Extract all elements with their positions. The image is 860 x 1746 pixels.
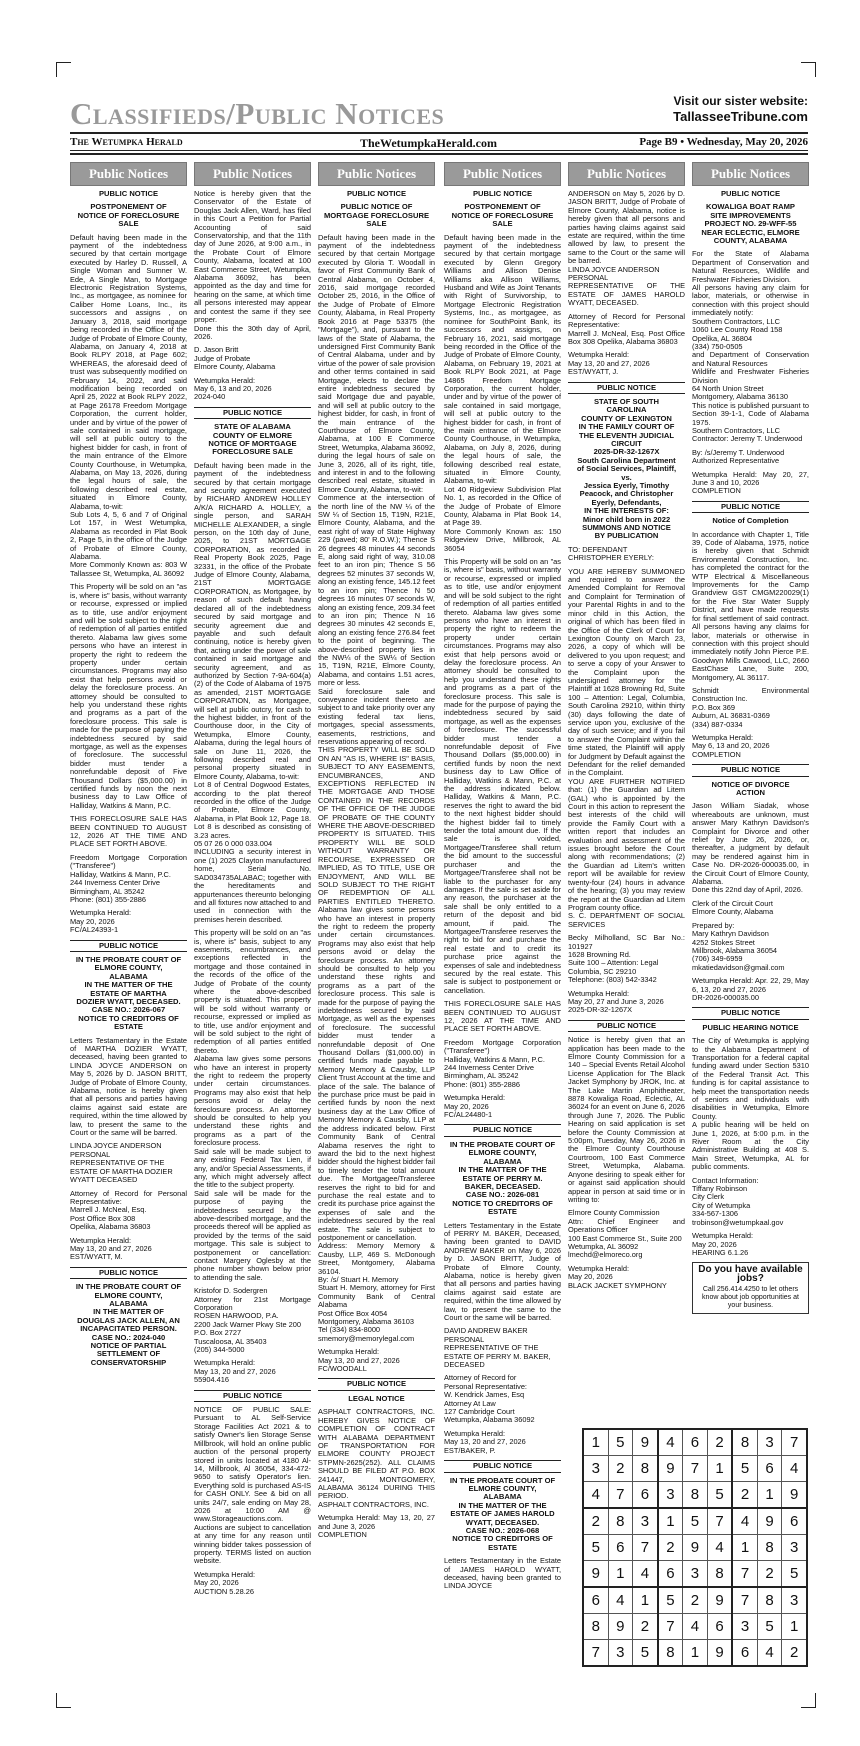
sudoku-cell: 5	[732, 1456, 757, 1482]
notice-divider: PUBLIC NOTICE	[692, 501, 809, 513]
sudoku-cell: 7	[658, 1614, 683, 1640]
folio-line	[70, 136, 808, 150]
notice-paragraph: Letters Testamentary in the Estate of MARTHA DOZIER WYATT, deceased, having been granted to LINDA JOYCE ANDERSON on May 5, 2026 by D. JASON BRITT, Judge of Probate of Elmore County, Alabama, notice is hereby given that all persons and parties having claims against said estate are required, within the time allowed by law, to present the same to the Court or the same will be barred.	[70, 1035, 187, 1138]
notice-paragraph: Wetumpka Herald: May 13, 20 and 27, 2026 FC/WOODALL	[318, 1347, 400, 1374]
sudoku-cell: 9	[633, 1429, 658, 1456]
sudoku-cell: 9	[608, 1614, 633, 1640]
notice-paragraph: Prepared by: Mary Kathryn Davidson 4252 Stokes Street Millbrook, Alabama 36054 (706) 349-6959 mkatiedavidson@gmail.com	[692, 920, 785, 972]
sudoku-cell: 5	[757, 1614, 782, 1640]
sudoku-cell: 1	[707, 1456, 732, 1482]
column-header: Public Notices	[692, 162, 809, 186]
sudoku-cell: 8	[658, 1640, 683, 1667]
sudoku-cell: 2	[608, 1456, 633, 1482]
notice-title: Notice of Completion	[712, 516, 789, 526]
folio-rule-thick	[70, 153, 808, 155]
sudoku-cell: 3	[782, 1535, 807, 1561]
sudoku-cell: 8	[707, 1561, 732, 1588]
jobs-ad-question: Do you have available jobs?	[698, 1264, 803, 1284]
sudoku-cell: 7	[732, 1587, 757, 1614]
notice-paragraph: Notice is hereby given that the Conservator of the Estate of Douglas Jack Allen, Ward, has filed in this Court a Petition for Partial Accounting of said Conservatorship, and that the 11th day of June 2026, at 9:00 a.m., in the Probate Court of Elmore County, Alabama, located at 100 East Commerce Street, Wetumpka, Alabama 36092, has been appointed as the day and time for hearing on the same, at which time all persons interested may appear and contest the same if they see proper. Done this the 30th day of April, 2026.	[194, 189, 311, 341]
notice-paragraph: Elmore County Commission Attn: Chief Engineer and Operations Officer 100 East Commerce St., Suite 200 Wetumpka, AL 36092 lmechd@elmoreco.org	[568, 1208, 685, 1260]
sudoku-cell: 9	[583, 1561, 608, 1588]
sudoku-grid	[582, 1428, 808, 1667]
notice-divider: PUBLIC NOTICE	[444, 1124, 561, 1136]
sudoku-cell: 4	[608, 1587, 633, 1614]
masthead	[70, 94, 808, 132]
sudoku-cell: 6	[707, 1614, 732, 1640]
notice-paragraph: Wetumpka Herald: May 20, 2026 AUCTION 5.28.26	[194, 1569, 256, 1596]
notice-paragraph: Letters Testamentary in the Estate of JAMES HAROLD WYATT, deceased, having been granted to LINDA JOYCE	[444, 1556, 561, 1591]
sudoku-cell: 5	[683, 1508, 708, 1535]
notice-paragraph: Default having been made in the payment of the indebtedness secured by that certain mortgage and security agreement executed by RICHARD ANDREW HOLLEY A/K/A RICHARD A. HOLLEY, a single person, and SARAH MICHELLE ALEXANDER, a single person, on the 10th day of June, 2025, to 21ST MORTGAGE CORPORATION, as recorded in Real Property Book 2025, Page 32331, in the office of the Probate Judge of Elmore County, Alabama, 21ST MORTGAGE CORPORATION, as Mortgagee, by reason of such default having declared all of the indebtedness secured by said mortgage and security agreement due and payable and such default continuing, notice is hereby given that, acting under the power of sale contained in said mortgage and security agreement, and as authorized by Section 7-9A-604(a)(2) of the Code of Alabama of 1975 as amended, 21ST MORTGAGE CORPORATION, as Mortgagee, will sell at public outcry, for cash to the highest bidder, in front of the Courthouse door, in the City of Wetumpka, Elmore County, Alabama, during the legal hours of sale on June 11, 2026, the following described real and personal property situated in Elmore County, Alabama, to-wit: Lot 8 of Central Dogwood Estates, according to the plat thereof recorded in the office of the Judge of Probate, Elmore County, Alabama, in Plat Book 12, Page 18. Lot 8 is described as consisting of 3.23 acres. 05 07 26 0 000 033.004 INCLUDING a security interest in one (1) 2025 Clayton manufactured home, Serial No. SAD034735ALABAC; together with the hereditaments and appurtenances thereunto belonging and all fixtures now attached to and used in connection with the premises herein described.	[194, 460, 311, 924]
sudoku-row	[583, 1561, 807, 1588]
notice-title: PUBLIC NOTICE	[98, 189, 159, 198]
notice-paragraph: Schmidt Environmental Construction Inc. P.O. Box 369 Auburn, AL 36831-0369 (334) 887-0334	[692, 685, 809, 729]
sudoku-cell: 5	[782, 1561, 807, 1588]
sudoku-cell: 2	[732, 1482, 757, 1509]
notice-paragraph: Wetumpka Herald: May 6, 13 and 20, 2026 2024-040	[194, 375, 272, 402]
notice-title: KOWALIGA BOAT RAMP SITE IMPROVEMENTS PROJECT NO. 29-WFF-55 NEAR ECLECTIC, ELMORE COUNTY, ALABAMA	[701, 202, 800, 246]
sudoku-cell: 3	[782, 1587, 807, 1614]
sudoku-cell: 1	[633, 1587, 658, 1614]
notice-paragraph: By: /s/Jeremy T. Underwood Authorized Representative	[692, 447, 785, 466]
notice-paragraph: Freedom Mortgage Corporation ("Transferee") Halliday, Watkins & Mann, P.C. 244 Inverness Center Drive Birmingham, AL 35242 Phone: (801) 355-2886	[70, 852, 187, 904]
notice-paragraph: For the State of Alabama Department of Conservation and Natural Resources, Wildlife and Freshwater Fisheries Division. All persons having any claim for labor, materials, or otherwise in connection with this project should immediately notify: Southern Contractors, LLC 1060 Lee County Road 158 Opelika, AL 36804 (334) 750-0505 and Department of Conservation and Natural Resources Wildlife and Freshwater Fisheries Division 64 North Union Street Montgomery, Alabama 36130 This notice is published pursuant to Section 39-1-1, Code of Alabama 1975. Southern Contractors, LLC Contractor: Jeremy T. Underwood	[692, 249, 809, 444]
notice-divider: PUBLIC NOTICE	[70, 1267, 187, 1279]
sudoku-cell: 9	[683, 1535, 708, 1561]
sudoku-cell: 3	[633, 1508, 658, 1535]
notice-paragraph: Attorney of Record for Personal Representative: Marrell J. McNeal, Esq. Post Office Box 308 Opelika, Alabama 36803	[568, 311, 685, 346]
sudoku-row	[583, 1456, 807, 1482]
notice-title: POSTPONEMENT OF NOTICE OF FORECLOSURE SALE	[451, 202, 554, 229]
notice-paragraph: ANDERSON on May 5, 2026 by D. JASON BRITT, Judge of Probate of Elmore County, Alabama, notice is hereby given that all persons and parties having claims against said estate are required, within the time allowed by law, to present the same to the Court or the same will be barred. LINDA JOYCE ANDERSON PERSONAL REPRESENTATIVE OF THE ESTATE OF JAMES HAROLD WYATT, DECEASED.	[568, 189, 685, 308]
notice-paragraph: This Property will be sold on an "as is, where is" basis, without warranty or recourse, expressed or implied as to title, use and/or enjoyment and will be sold subject to the right of redemption of all parties entitled thereto. Alabama law gives some persons who have an interest in property the right to redeem the property under certain circumstances. Programs may also exist that help persons avoid or delay the foreclosure process. An attorney should be consulted to help you understand these rights and programs as a part of the foreclosure process. This sale is made for the purpose of paying the indebtedness secured by said mortgage, as well as the expenses of foreclosure. The successful bidder must tender a nonrefundable deposit of Five Thousand Dollars ($5,000.00) in certified funds by noon the next business day to Law Office of Halliday, Watkins & Mann, P.C.	[70, 582, 187, 810]
sudoku-cell: 4	[658, 1429, 683, 1456]
notice-divider: PUBLIC NOTICE	[194, 407, 311, 419]
sudoku-cell: 5	[707, 1482, 732, 1509]
notice-title: STATE OF ALABAMA COUNTY OF ELMORE NOTICE OF MORTGAGE FORECLOSURE SALE	[208, 422, 297, 457]
notice-divider: PUBLIC NOTICE	[194, 1390, 311, 1402]
notice-divider: PUBLIC NOTICE	[70, 940, 187, 952]
notice-title: IN THE PROBATE COURT OF ELMORE COUNTY, ALABAMA IN THE MATTER OF THE ESTATE OF PERRY M. BAKER, DECEASED. CASE NO.: 2026-081 NOTICE TO CREDITORS OF ESTATE	[449, 1139, 556, 1217]
sudoku-cell: 6	[608, 1535, 633, 1561]
sudoku-cell: 2	[633, 1614, 658, 1640]
sudoku-cell: 2	[782, 1640, 807, 1667]
sudoku-cell: 9	[757, 1508, 782, 1535]
sudoku-cell: 7	[782, 1429, 807, 1456]
notice-paragraph: Default having been made in the payment of the indebtedness secured by that certain Mortgage executed by Gloria T. Woodall in favor of First Community Bank of Central Alabama, on October 4, 2016, said mortgage recorded October 25, 2016, in the Office of the Judge of Probate of Elmore County, Alabama, in Real Property Book 2016 at Page 53375 (the "Mortgage"), and, pursuant to the laws of the State of Alabama, the undersigned First Community Bank of Central Alabama, under and by virtue of the power of sale provision and other terms contained in said Mortgage, elects to declare the entire indebtedness secured by said Mortgage due and payable, and will sell at public outcry to the highest bidder, for cash, in front of the main entrance of the Courthouse of Elmore County, Alabama, at 100 E Commerce Street, Wetumpka, Alabama 36092, during the legal hours of sale on June 3, 2026, all of its right, title, and interest in and to the following described real estate, situated in Elmore County, Alabama, to-wit: Commence at the intersection of the north line of the NW ¼ of the SW ¼ of Section 15, T19N, R21E, Elmore County, Alabama, and the east right of way of State Highway 229 (paved; 80' R.O.W.); Thence S 26 degrees 48 minutes 44 seconds E, along said right of way, 310.08 feet to an iron pin; Thence S 56 degrees 52 minutes 37 seconds W, along an existing fence, 145.12 feet to an iron pin; Thence N 50 degrees 16 minutes 07 seconds W, along an existing fence, 209.34 feet to an iron pin; Thence N 16 degrees 30 minutes 42 seconds E, along an existing fence 276.84 feet to the point of beginning. The above-described property lies in the NW¼ of the SW¼ of Section 15, T19N, R21E, Elmore County, Alabama, and contains 1.51 acres, more or less. Said foreclosure sale and conveyance incident thereto are subject to and take priority over any existing federal tax liens, mortgages, special assessments, easements, restrictions, and reservations appearing of record. THIS PROPERTY WILL BE SOLD ON AN "AS IS, WHERE IS" BASIS, SUBJECT TO ANY EASEMENTS, ENCUMBRANCES, AND EXCEPTIONS REFLECTED IN THE MORTGAGE AND THOSE CONTAINED IN THE RECORDS OF THE OFFICE OF THE JUDGE OF PROBATE OF THE COUNTY WHERE THE ABOVE-DESCRIBED PROPERTY IS SITUATED. THIS PROPERTY WILL BE SOLD WITHOUT WARRANTY OR RECOURSE, EXPRESSED OR IMPLIED, AS TO TITLE, USE OR ENJOYMENT, AND WILL BE SOLD SUBJECT TO THE RIGHT OF REDEMPTION OF ALL PARTIES ENTITLED THERETO. Alabama law gives some persons who have an interest in property the right to redeem the property under certain circumstances. Programs may also exist that help persons avoid or delay the foreclosure process. An attorney should be consulted to help you understand these rights and programs as a part of the foreclosure process. This sale is made for the purpose of paying the indebtedness secured by said Mortgage, as well as the expenses of foreclosure. The successful bidder must tender a nonrefundable deposit of One Thousand Dollars ($1,000.00) in certified funds made payable to Memory Memory & Causby, LLP Client Trust Account at the time and place of the sale. The balance of the purchase price must be paid in certified funds by noon the next business day at the Law Office of Memory Memory & Causby, LLP at the address indicated below. First Community Bank of Central Alabama reserves the right to award the bid to the next highest bidder should the highest bidder fail to timely tender the total amount due. The Mortgagee/Transferee reserves the right to bid for and purchase the real estate and to credit its purchase price against the expenses of sale and the indebtedness secured by the real estate. The sale is subject to postponement or cancellation. Address: Memory Memory & Causby, LLP, 469 S. McDonough Street, Montgomery, Alabama 36104. By: /s/ Stuart H. Memory Stuart H. Memory, attorney for First Community Bank of Central Alabama Post Office Box 4054 Montgomery, Alabama 36103 Tel (334) 834-8000 smemory@memorylegal.com	[318, 232, 435, 1343]
sudoku-cell: 8	[683, 1482, 708, 1509]
jobs-ad-text: Call 256.414.4250 to let others know about job opportunities at your business.	[702, 1286, 799, 1310]
notice-paragraph: Kristofor D. Sodergren Attorney for 21st Mortgage Corporation ROSEN HARWOOD, P.A. 2200 Jack Warner Pkwy Ste 200 P.O. Box 2727 Tuscaloosa, AL 35403 (205) 344-5000	[194, 1286, 311, 1355]
notice-column-1	[70, 162, 187, 1722]
sudoku-cell: 6	[583, 1587, 608, 1614]
notice-paragraph: Wetumpka Herald: May 20, 2026 FC/AL24480-1	[444, 1093, 506, 1120]
sudoku-row	[583, 1429, 807, 1456]
notice-paragraph: THIS FORECLOSURE SALE HAS BEEN CONTINUED TO AUGUST 12, 2026 AT THE TIME AND PLACE SET FORTH ABOVE.	[70, 814, 187, 849]
sudoku-cell: 6	[658, 1561, 683, 1588]
notice-paragraph: The City of Wetumpka is applying to the Alabama Department of Transportation for a federal capital funding award under Section 5310 of the Federal Transit Act. This funding is for capital assistance to help meet the transportation needs of seniors and individuals with disabilities in Wetumpka, Elmore County. A public hearing will be held on June 1, 2026, at 5:00 p.m. in the River Room at the City Administrative Building at 408 S. Main Street, Wetumpka, AL for public comments.	[692, 1036, 809, 1172]
notice-paragraph: D. Jason Britt Judge of Probate Elmore County, Alabama	[194, 345, 276, 372]
sudoku-cell: 6	[633, 1482, 658, 1509]
crop-mark-top-right	[801, 62, 816, 77]
notice-paragraph: Jason William Siadak, whose whereabouts are unknown, must answer Mary Kathryn Davidson's Complaint for Divorce and other relief by June 26, 2026, or, thereafter, a judgment by default may be rendered against him in Case No. DR-2026-000035.00, in the Circuit Court of Elmore County, Alabama. Done this 22nd day of April, 2026.	[692, 801, 809, 895]
notice-title: POSTPONEMENT OF NOTICE OF FORECLOSURE SALE	[77, 202, 180, 229]
notice-divider: PUBLIC NOTICE	[692, 1007, 809, 1019]
sudoku-cell: 9	[707, 1587, 732, 1614]
notice-paragraph: YOU ARE HEREBY SUMMONED and required to answer the Amended Complaint for Removal and Complaint for Termination of your Parental Rights in and to the minor child in this Action, the original of which has been filed in the Office of the Clerk of Court for Lexington County on March 23, 2026, a copy of which will be delivered to you upon request; and to serve a copy of your Answer to the Complaint upon the undersigned attorney for the Plaintiff at 1628 Browning Rd, Suite 100 – Attention: Legal, Columbia, South Carolina 29210, within thirty (30) days following the date of service upon you, exclusive of the day of such service; and if you fail to answer the Complaint within the time stated, the Plaintiff will apply for Judgment by Default against the Defendant for the relief demanded in the Complaint. YOU ARE FURTHER NOTIFIED that: (1) the Guardian ad Litem (GAL) who is appointed by the Court in this action to represent the best interests of the child will provide the Family Court with a written report that includes an evaluation and assessment of the issues brought before the Court along with recommendations; (2) the Guardian ad Litem's written report will be available for review twenty-four (24) hours in advance of the hearing; (3) you may review the report at the Guardian ad Litem Program county office. S. C. DEPARTMENT OF SOCIAL SERVICES	[568, 566, 685, 929]
sudoku-row	[583, 1508, 807, 1535]
notice-paragraph: Default having been made in the payment of the indebtedness secured by that certain mortgage executed by Glenn Gregory Williams and Allison Denise Williams aka Allison Williams, Husband and Wife as Joint Tenants with Right of Survivorship, to Mortgage Electronic Registration Systems, Inc., as mortgagee, as nominee for SouthPoint Bank, its successors and assigns, on February 16, 2021, said mortgage being recorded in the Office of the Judge of Probate of Elmore County, Alabama, on February 19, 2021 at Book RLPY Book 2021, at Page 14865 Freedom Mortgage Corporation, the current holder, under and by virtue of the power of sale contained in said mortgage, will sell at public outcry to the highest bidder for cash, in front of the main entrance of the Elmore County Courthouse, in Wetumpka, Alabama, on July 8, 2026, during the legal hours of sale, the following described real estate, situated in Elmore County, Alabama, to-wit: Lot 40 Ridgeview Subdivision Plat No. 1, as recorded in the Office of the Judge of Probate of Elmore County, Alabama in Plat Book 14, at Page 39. More Commonly Known as: 150 Ridgeview Drive, Millbrook, AL 36054	[444, 232, 561, 553]
notice-title: PUBLIC NOTICE OF MORTGAGE FORECLOSURE SALE	[323, 202, 430, 229]
sudoku-cell: 1	[732, 1535, 757, 1561]
sudoku-cell: 1	[782, 1614, 807, 1640]
notice-paragraph: ASPHALT CONTRACTORS, INC. HEREBY GIVES NOTICE OF COMPLETION OF CONTRACT WITH ALABAMA DEPARTMENT OF TRANSPORTATION FOR ELMORE COUNTY PROJECT STPMN-2625(252). ALL CLAIMS SHOULD BE FILED AT P.O. BOX 241447, MONTGOMERY, ALABAMA 36124 DURING THIS PERIOD. ASPHALT CONTRACTORS, INC.	[318, 1407, 435, 1509]
sudoku-cell: 3	[608, 1640, 633, 1667]
sister-site-promo	[673, 94, 808, 124]
sudoku-row	[583, 1587, 807, 1614]
sudoku-cell: 5	[608, 1429, 633, 1456]
section-title: Classifieds/Public Notices	[70, 96, 445, 131]
notice-paragraph: Wetumpka Herald: May 20, 27 and June 3, 2026 2025-DR-32-1267X	[568, 988, 664, 1015]
notice-paragraph: Wetumpka Herald: May 20, 27, June 3 and 10, 2026 COMPLETION	[692, 469, 809, 496]
sudoku-cell: 7	[707, 1508, 732, 1535]
notice-column-3	[318, 162, 435, 1722]
sudoku-cell: 8	[583, 1614, 608, 1640]
sudoku-cell: 7	[683, 1456, 708, 1482]
notice-paragraph: Wetumpka Herald: May 13, 20 and 27, 2026 EST/BAKER, P.	[444, 1428, 526, 1455]
sudoku-cell: 4	[757, 1640, 782, 1667]
crop-mark-bottom-left	[56, 1693, 71, 1708]
sudoku-cell: 9	[707, 1640, 732, 1667]
notice-paragraph: Wetumpka Herald: May 6, 13 and 20, 2026 COMPLETION	[692, 732, 770, 759]
notice-paragraph: Wetumpka Herald: May 13, 20 and 27, 2026 55904.416	[194, 1358, 276, 1385]
column-header: Public Notices	[318, 162, 435, 186]
sudoku-cell: 3	[757, 1429, 782, 1456]
sudoku-row	[583, 1535, 807, 1561]
sudoku-cell: 8	[608, 1508, 633, 1535]
sudoku-cell: 7	[732, 1561, 757, 1588]
notice-paragraph: TO: DEFENDANT CHRISTOPHER EYERLY:	[568, 544, 654, 563]
sudoku-cell: 6	[732, 1640, 757, 1667]
sister-site-link[interactable]: TallasseeTribune.com	[673, 109, 808, 124]
sudoku-cell: 3	[583, 1456, 608, 1482]
notice-paragraph: Wetumpka Herald: Apr. 22, 29, May 6, 13, 20 and 27, 2026 DR-2026-000035.00	[692, 976, 809, 1002]
sudoku-cell: 6	[757, 1456, 782, 1482]
sudoku-cell: 4	[782, 1456, 807, 1482]
sudoku-cell: 2	[757, 1561, 782, 1588]
notice-paragraph: Attorney of Record for Personal Representative: Marrell J. McNeal, Esq. Post Office Box 308 Opelika, Alabama 36803	[70, 1188, 187, 1232]
sudoku-cell: 2	[683, 1587, 708, 1614]
sudoku-cell: 2	[658, 1535, 683, 1561]
notice-title: IN THE PROBATE COURT OF ELMORE COUNTY, ALABAMA IN THE MATTER OF THE ESTATE OF MARTHA DOZIER WYATT, DECEASED. CASE NO.: 2026-067 NOTICE TO CREDITORS OF ESTATE	[75, 954, 182, 1032]
sudoku-cell: 6	[782, 1508, 807, 1535]
sudoku-cell: 4	[633, 1561, 658, 1588]
notice-paragraph: Wetumpka Herald: May 13, 20, 27 and June 3, 2026 COMPLETION	[318, 1513, 435, 1539]
notice-title: LEGAL NOTICE	[348, 1393, 405, 1403]
notice-paragraph: Wetumpka Herald: May 20, 2026 HEARING 6.1.26	[692, 1231, 754, 1257]
sudoku-cell: 9	[782, 1482, 807, 1509]
notice-title: PUBLIC NOTICE	[346, 189, 407, 198]
sudoku-cell: 8	[633, 1456, 658, 1482]
notice-paragraph: Wetumpka Herald: May 13, 20 and 27, 2026 EST/WYATT, J.	[568, 350, 650, 377]
website-link[interactable]: TheWetumpkaHerald.com	[360, 136, 497, 150]
notice-paragraph: LINDA JOYCE ANDERSON PERSONAL REPRESENTATIVE OF THE ESTATE OF MARTHA DOZIER WYATT DECEASED	[70, 1141, 173, 1185]
notice-paragraph: Wetumpka Herald: May 13, 20 and 27, 2026 EST/WYATT, M.	[70, 1235, 152, 1262]
sudoku-cell: 3	[732, 1614, 757, 1640]
notice-column-4	[444, 162, 561, 1722]
notice-title: IN THE PROBATE COURT OF ELMORE COUNTY, ALABAMA IN THE MATTER OF DOUGLAS JACK ALLEN, AN INCAPACITATED PERSON. CASE NO.: 2024-040 NOTICE OF PARTIAL SETTLEMENT OF CONSERVATORSHIP	[75, 1282, 182, 1367]
notice-divider: PUBLIC NOTICE	[568, 382, 685, 394]
sudoku-cell: 8	[732, 1429, 757, 1456]
sudoku-cell: 1	[608, 1561, 633, 1588]
sudoku-cell: 4	[707, 1535, 732, 1561]
page-date: Page B9 • Wednesday, May 20, 2026	[639, 136, 808, 148]
notice-divider: PUBLIC NOTICE	[692, 764, 809, 776]
notice-paragraph: Contact Information: Tiffany Robinson City Clerk City of Wetumpka 334-567-1306 trobinson@wetumpkaal.gov	[692, 1175, 784, 1227]
sudoku-cell: 8	[757, 1587, 782, 1614]
notice-paragraph: Wetumpka Herald: May 20, 2026 BLACK JACKET SYMPHONY	[568, 1263, 667, 1290]
sudoku-cell: 9	[658, 1456, 683, 1482]
notice-paragraph: This Property will be sold on an "as is, where is" basis, without warranty or recourse, expressed or implied as to title, use and/or enjoyment and will be sold subject to the right of redemption of all parties entitled thereto. Alabama law gives some persons who have an interest in property the right to redeem the property under certain circumstances. Programs may also exist that help persons avoid or delay the foreclosure process. An attorney should be consulted to help you understand these rights and programs as a part of the foreclosure process. This sale is made for the purpose of paying the indebtedness secured by said mortgage, as well as the expenses of foreclosure. The successful bidder must tender a nonrefundable deposit of Five Thousand Dollars ($5,000.00) in certified funds by noon the next business day to Law Office of Halliday, Watkins & Mann, P.C. at the address indicated below. Halliday, Watkins & Mann, P.C. reserves the right to award the bid to the next highest bidder should the highest bidder fail to timely tender the total amount due. If the sale is voided, Mortgagee/Transferee shall return the bid amount to the successful purchaser and the Mortgagee/Transferee shall not be liable to the purchaser for any damages. If the sale is set aside for any reason, the purchaser at the sale shall be only entitled to a return of the deposit and bid amount, if paid. The Mortgagee/Transferee reserves the right to bid for and purchase the real estate and to credit its purchase price against the expenses of sale and indebtedness secured by the real estate. This sale is subject to postponement or cancellation.	[444, 557, 561, 995]
column-header: Public Notices	[194, 162, 311, 186]
notice-column-2	[194, 162, 311, 1722]
crop-mark-top-left	[56, 62, 71, 77]
sudoku-cell: 6	[683, 1429, 708, 1456]
notice-divider: PUBLIC NOTICE	[568, 1020, 685, 1032]
notice-paragraph: Attorney of Record for Personal Representative: W. Kendrick James, Esq Attorney At Law 127 Cambridge Court Wetumpka, Alabama 36092	[444, 1373, 535, 1425]
sudoku-cell: 4	[732, 1508, 757, 1535]
sudoku-cell: 1	[658, 1508, 683, 1535]
sudoku-cell: 4	[583, 1482, 608, 1509]
sudoku-cell: 2	[707, 1429, 732, 1456]
sudoku-cell: 1	[583, 1429, 608, 1456]
notice-title: PUBLIC NOTICE	[472, 189, 533, 198]
notice-paragraph: In accordance with Chapter 1, Title 39, Code of Alabama, 1975, notice is hereby given that Schmidt Environmental Construction, Inc. has completed the contract for the WTP Electrical & Miscellaneous Improvements for the Camp Grandview GST CMGM220029(1) for the Five Star Water Supply District, and have made requests for final settlement of said contract. All persons having any claims for labor, materials or otherwise in connection with this project should immediately notify John Pierce P.E. Goodwyn Mills Cawood, LLC, 2660 EastChase Lane, Suite 200, Montgomery, AL 36117.	[692, 529, 809, 682]
sudoku-cell: 5	[633, 1640, 658, 1667]
notice-paragraph: Default having been made in the payment of the indebtedness secured by that certain mortgage executed by Harley D. Russell, A Single Woman and Sumner W. Ede, A Single Man, to Mortgage Electronic Registration Systems, Inc., as mortgagee, as nominee for Caliber Home Loans, Inc., its successors and assigns , on January 3, 2018, said mortgage being recorded in the Office of the Judge of Probate of Elmore County, Alabama, on January 4, 2018 at Book RLPY 2018, at Page 602; WHEREAS, the aforesaid deed of trust was subsequently modified on February 14, 2022, and said modification being recorded on April 25, 2022 at Book RLPY 2022, at Page 26178 Freedom Mortgage Corporation, the current holder, under and by virtue of the power of sale contained in said mortgage, will sell at public outcry to the highest bidder for cash, in front of the main entrance of the Elmore County Courthouse, in Wetumpka, Alabama, on May 13, 2026, during the legal hours of sale, the following described real estate, situated in Elmore County, Alabama, to-wit: Sub Lots 4, 5, 6 and 7 of Original Lot 157, in West Wetumpka, Alabama as recorded in Plat Book 2, Page 5, in the office of the Judge of Probate of Elmore County, Alabama. More Commonly Known as: 803 W Tallassee St, Wetumpka, AL 36092	[70, 232, 187, 578]
notice-title: IN THE PROBATE COURT OF ELMORE COUNTY, ALABAMA IN THE MATTER OF THE ESTATE OF JAMES HAROLD WYATT, DECEASED. CASE NO.: 2026-068 NOTICE TO CREDITORS OF ESTATE	[449, 1475, 556, 1552]
sudoku-cell: 2	[583, 1508, 608, 1535]
sudoku-cell: 1	[757, 1482, 782, 1509]
notice-paragraph: NOTICE OF PUBLIC SALE: Pursuant to AL Self-Service Storage Facilities Act 2021 & to satisfy Owner's lien Storage Sense Millbrook, will hold an online public auction of the personal property stored in units located at 4180 Al-14, Millbrook, Al 36054, 334-472-9650 to satisfy Operator's lien. Everything sold is purchased AS-IS for CASH ONLY. See & bid on all units 24/7, sale ending on May 28, 2026 at 10:00 AM @ www.Storageauctions.com. Auctions are subject to cancellation at any time for any reason until winning bidder takes possession of property. TERMS listed on auction website.	[194, 1405, 311, 1566]
notice-divider: PUBLIC NOTICE	[318, 1378, 435, 1390]
masthead-rule	[70, 132, 808, 134]
notice-title: STATE OF SOUTH CAROLINA COUNTY OF LEXINGTON IN THE FAMILY COURT OF THE ELEVENTH JUDICIAL CIRCUIT 2025-DR-32-1267X South Carolina Department of Social Services, Plaintiff, vs. Jessica Eyerly, Timothy Peacock, and Christopher Eyerly, Defendants, IN THE INTERESTS OF: Minor child born in 2022 SUMMONS AND NOTICE BY PUBLICATION	[576, 396, 677, 541]
notice-paragraph: Wetumpka Herald: May 20, 2026 FC/AL24393-1	[70, 908, 132, 935]
notice-paragraph: This property will be sold on an "as is, where is" basis, subject to any easements, encumbrances, and exceptions reflected in the mortgage and those contained in the records of the office of the Judge of Probate of the county where the above-described property is situated. This property will be sold without warranty or recourse, expressed or implied as to title, use and/or enjoyment and will be sold subject to the right of redemption of all parties entitled thereto. Alabama law gives some persons who have an interest in property the right to redeem the property under certain circumstances. Programs may also exist that help persons avoid or delay the foreclosure process. An attorney should be consulted to help you understand these rights and programs as a part of the foreclosure process. Said sale will be made subject to any existing Federal Tax Lien, if any, and/or Special Assessments, if any, which might adversely affect the title to the subject property. Said sale will be made for the purpose of paying the indebtedness secured by the above-described mortgage, and the proceeds thereof will be applied as provided by the terms of the said mortgage. This sale is subject to postponement or cancellation: contact Margery Oglesby at the phone number shown below prior to attending the sale.	[194, 928, 311, 1282]
sudoku-cell: 8	[757, 1535, 782, 1561]
sudoku-cell: 1	[683, 1640, 708, 1667]
notice-paragraph: DAVID ANDREW BAKER PERSONAL REPRESENTATIVE OF THE ESTATE OF PERRY M. BAKER, DECEASED	[444, 1326, 551, 1370]
sudoku-cell: 7	[633, 1535, 658, 1561]
notice-title: PUBLIC HEARING NOTICE	[702, 1022, 799, 1032]
sudoku-row	[583, 1640, 807, 1667]
notice-paragraph: THIS FORECLOSURE SALE HAS BEEN CONTINUED TO AUGUST 12, 2026 AT THE TIME AND PLACE SET FORTH ABOVE.	[444, 999, 561, 1034]
sudoku-cell: 3	[658, 1482, 683, 1509]
notice-paragraph: Becky Milholland, SC Bar No.: 101927 1628 Browning Rd. Suite 100 – Attention: Legal Columbia, SC 29210 Telephone: (803) 542-3342	[568, 933, 685, 985]
column-header: Public Notices	[444, 162, 561, 186]
sudoku-cell: 4	[683, 1614, 708, 1640]
notice-paragraph: Freedom Mortgage Corporation ("Transferee") Halliday, Watkins & Mann, P.C. 244 Inverness Center Drive Birmingham, AL 35242 Phone: (801) 355-2886	[444, 1037, 561, 1089]
sudoku-row	[583, 1482, 807, 1509]
sudoku-cell: 5	[583, 1535, 608, 1561]
column-header: Public Notices	[70, 162, 187, 186]
sudoku-cell: 5	[658, 1587, 683, 1614]
jobs-ad	[692, 1262, 809, 1314]
notice-paragraph: Clerk of the Circuit Court Elmore County, Alabama	[692, 898, 774, 917]
notice-title: NOTICE OF DIVORCE ACTION	[711, 779, 790, 797]
column-header: Public Notices	[568, 162, 685, 186]
sudoku-cell: 3	[683, 1561, 708, 1588]
sudoku-cell: 7	[583, 1640, 608, 1667]
notice-title: PUBLIC NOTICE	[720, 189, 781, 198]
folio-rule-thin	[70, 150, 808, 151]
visit-line: Visit our sister website:	[673, 94, 808, 108]
paper-name: The Wetumpka Herald	[70, 136, 183, 148]
sudoku-cell: 7	[608, 1482, 633, 1509]
notice-paragraph: Letters Testamentary in the Estate of PERRY M. BAKER, Deceased, having been granted to DAVID ANDREW BAKER on May 6, 2026 by D. JASON BRITT, Judge of Probate of Elmore County, Alabama, notice is hereby given that all persons and parties having claims against said estate are required, within the time allowed by law, to present the same to the Court or the same will be barred.	[444, 1220, 561, 1322]
notice-divider: PUBLIC NOTICE	[444, 1460, 561, 1472]
sudoku-row	[583, 1614, 807, 1640]
notice-paragraph: Notice is hereby given that an application has been made to the Elmore County Commission for a 140 – Special Events Retail Alcohol License Application for The Black Jacket Symphony by JROK, Inc. at The Lake Martin Amphitheater, 8878 Kowaliga Road, Eclectic, AL 36024 for an event on June 6, 2026 through June 7, 2026. The Public Hearing on said application is set before the County Commission at 5:00pm, Tuesday, May 26, 2026 in the Elmore County Courthouse Courtroom, 100 East Commerce Street, Wetumpka, Alabama. Anyone desiring to speak either for or against said application should appear in person at said time or in writing to:	[568, 1035, 685, 1204]
